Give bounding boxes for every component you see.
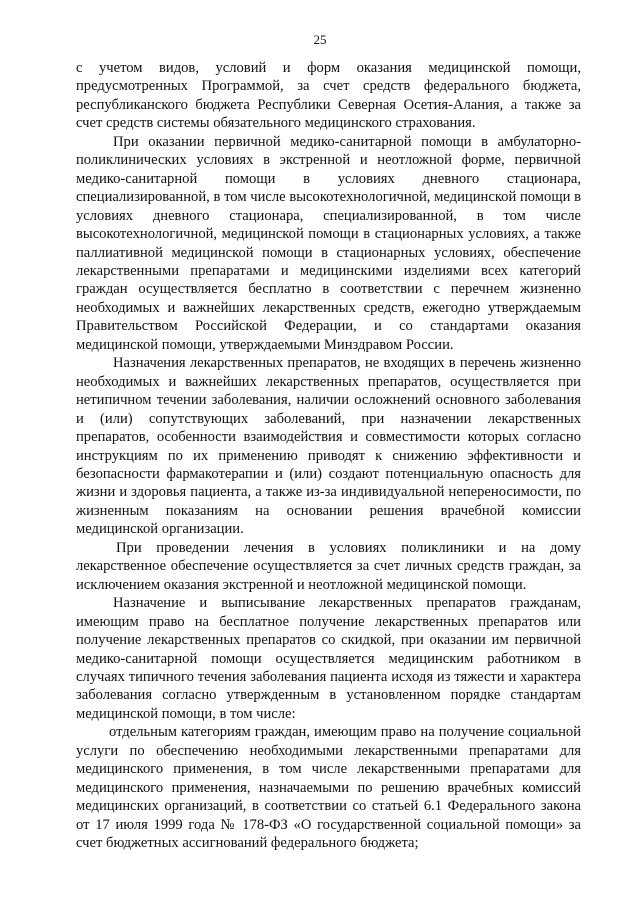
paragraph-social-categories: отдельным категориям граждан, имеющим право на получение социальной услуги по обеспечению необходимыми лекарственными препаратами для медицинского применения, в том числе лекарственными препаратами для медицинского применения, назначаемыми по решению врачебных комиссий медицинских организаций, в соответствии со статьей 6.1 Федерального закона от 17 июля 1999 года № 178-ФЗ «О государственной социальной помощи» за счет бюджетных ассигнований федерального бюджета; — [76, 724, 581, 852]
paragraph-primary-care-provision: При оказании первичной медико-санитарной помощи в амбулаторно-поликлинических условиях в экстренной и неотложной форме, первичной медико-санитарной помощи в условиях дневного стационара, специализированной, в том числе высокотехнологичной, медицинской помощи в условиях дневного стационара, специализированной, в том числе высокотехнологичной, медицинской помощи в стационарных условиях, а также паллиативной медицинской помощи в стационарных условиях, обеспечение лекарственными препаратами и медицинскими изделиями всех категорий граждан осуществляется бесплатно в соответствии с перечнем жизненно необходимых и важнейших лекарственных средств, ежегодно утверждаемым Правительством Российской Федерации, и со стандартами оказания медицинской помощи, утверждаемыми Минздравом России. — [76, 133, 581, 353]
paragraph-continuation: с учетом видов, условий и форм оказания медицинской помощи, предусмотренных Программой, за счет средств федерального бюджета, республиканского бюджета Республики Северная Осетия-Алания, а также за счет средств системы обязательного медицинского страхования. — [76, 60, 581, 132]
page-number: 25 — [313, 32, 327, 47]
document-body — [76, 59, 581, 852]
paragraph-non-list-prescriptions: Назначения лекарственных препаратов, не входящих в перечень жизненно необходимых и важнейших лекарственных препаратов, осуществляется при нетипичном течении заболевания, наличии осложнений основного заболевания и (или) сопутствующих заболеваний, при назначении лекарственных препаратов, особенности взаимодействия и совместимости которых согласно инструкциям по их применению приводят к снижению эффективности и безопасности фармакотерапии и (или) создают потенциальную опасность для жизни и здоровья пациента, а также из-за индивидуальной непереносимости, по жизненным показаниям на основании решения врачебной комиссии медицинской организации. — [76, 355, 581, 538]
paragraph-outpatient-treatment: При проведении лечения в условиях поликлиники и на дому лекарственное обеспечение осуществляется за счет личных средств граждан, за исключением оказания экстренной и неотложной медицинской помощи. — [76, 539, 581, 593]
paragraph-prescription-issuing: Назначение и выписывание лекарственных препаратов гражданам, имеющим право на бесплатное получение лекарственных препаратов или получение лекарственных препаратов со скидкой, при оказании им первичной медико-санитарной помощи осуществляется медицинским работником в случаях типичного течения заболевания пациента исходя из тяжести и характера заболевания согласно утвержденным в установленном порядке стандартам медицинской помощи, в том числе: — [76, 595, 581, 722]
